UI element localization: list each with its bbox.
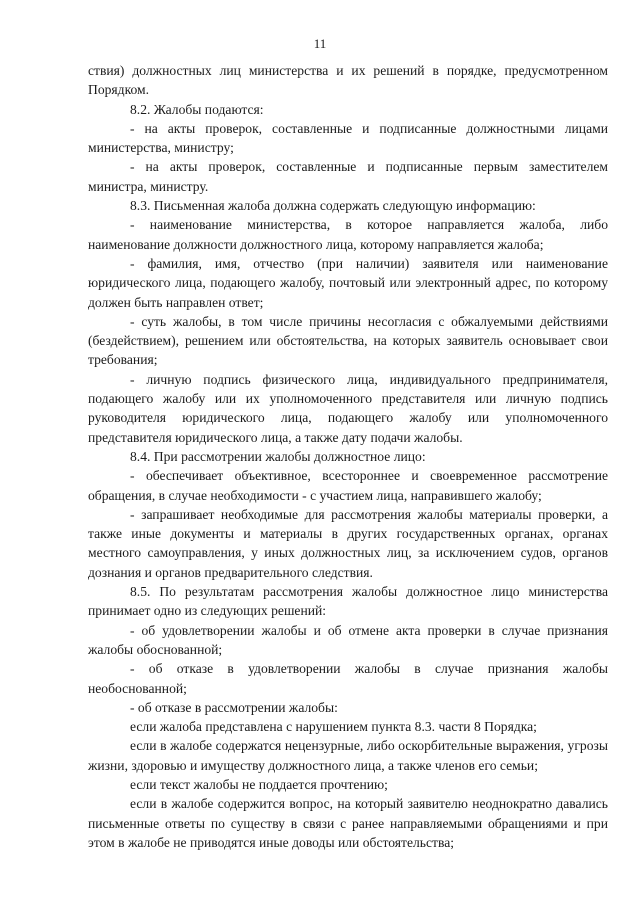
paragraph: - личную подпись физического лица, индивидуального предпринимателя, подающего жалобу или их уполномоченного представителя или личную подпись руководителя юридического лица, подающего жалобу или уполномоченного представителя юридического лица, а также дату подачи жалобы.: [88, 371, 608, 445]
paragraph: - на акты проверок, составленные и подписанные первым заместителем министра, министру.: [88, 159, 608, 194]
paragraph: - об удовлетворении жалобы и об отмене акта проверки в случае признания жалобы обоснованной;: [88, 622, 608, 657]
paragraph: если жалоба представлена с нарушением пункта 8.3. части 8 Порядка;: [130, 719, 537, 735]
paragraph: ствия) должностных лиц министерства и их решений в порядке, предусмотренном Порядком.: [88, 63, 608, 98]
paragraph: - наименование министерства, в которое направляется жалоба, либо наименование должности должностного лица, которому направляется жалоба;: [88, 217, 608, 252]
paragraph: - запрашивает необходимые для рассмотрения жалобы материалы проверки, а также иные документы и материалы в других государственных органах, органах местного самоуправления, у иных должностных лиц, за исключением судов, органов дознания и органов предварительного следствия.: [88, 506, 608, 580]
paragraph: - на акты проверок, составленные и подписанные должностными лицами министерства, министру;: [88, 120, 608, 156]
paragraph: 8.4. При рассмотрении жалобы должностное лицо:: [130, 448, 426, 464]
paragraph: если в жалобе содержатся нецензурные, либо оскорбительные выражения, угрозы жизни, здоровью и имуществу должностного лица, а также членов его семьи;: [88, 738, 608, 773]
paragraph: если текст жалобы не поддается прочтению;: [130, 776, 388, 792]
paragraph: - об отказе в рассмотрении жалобы:: [130, 699, 338, 715]
paragraph: 8.3. Письменная жалоба должна содержать следующую информацию:: [130, 198, 536, 214]
paragraph: - обеспечивает объективное, всестороннее и своевременное рассмотрение обращения, в случае необходимости - с участием лица, направившего жалобу;: [88, 468, 608, 503]
paragraph: 8.2. Жалобы подаются:: [130, 101, 264, 117]
paragraph: если в жалобе содержится вопрос, на который заявителю неоднократно давались письменные ответы по существу в связи с ранее направляемыми обращениями и при этом в жалобе не приводятся иные доводы или обстоятельства;: [88, 796, 608, 850]
paragraph: - фамилия, имя, отчество (при наличии) заявителя или наименование юридического лица, подающего жалобу, почтовый или электронный адрес, по которому должен быть направлен ответ;: [88, 255, 608, 310]
paragraph: - об отказе в удовлетворении жалобы в случае признания жалобы необоснованной;: [88, 661, 608, 696]
paragraph: 8.5. По результатам рассмотрения жалобы должностное лицо министерства принимает одно из следующих решений:: [88, 584, 608, 619]
paragraph: - суть жалобы, в том числе причины несогласия с обжалуемыми действиями (бездействием), решением или обстоятельства, на которых заявитель основывает свои требования;: [88, 313, 608, 368]
page-number: 11: [313, 36, 327, 51]
body-text: [88, 61, 608, 852]
